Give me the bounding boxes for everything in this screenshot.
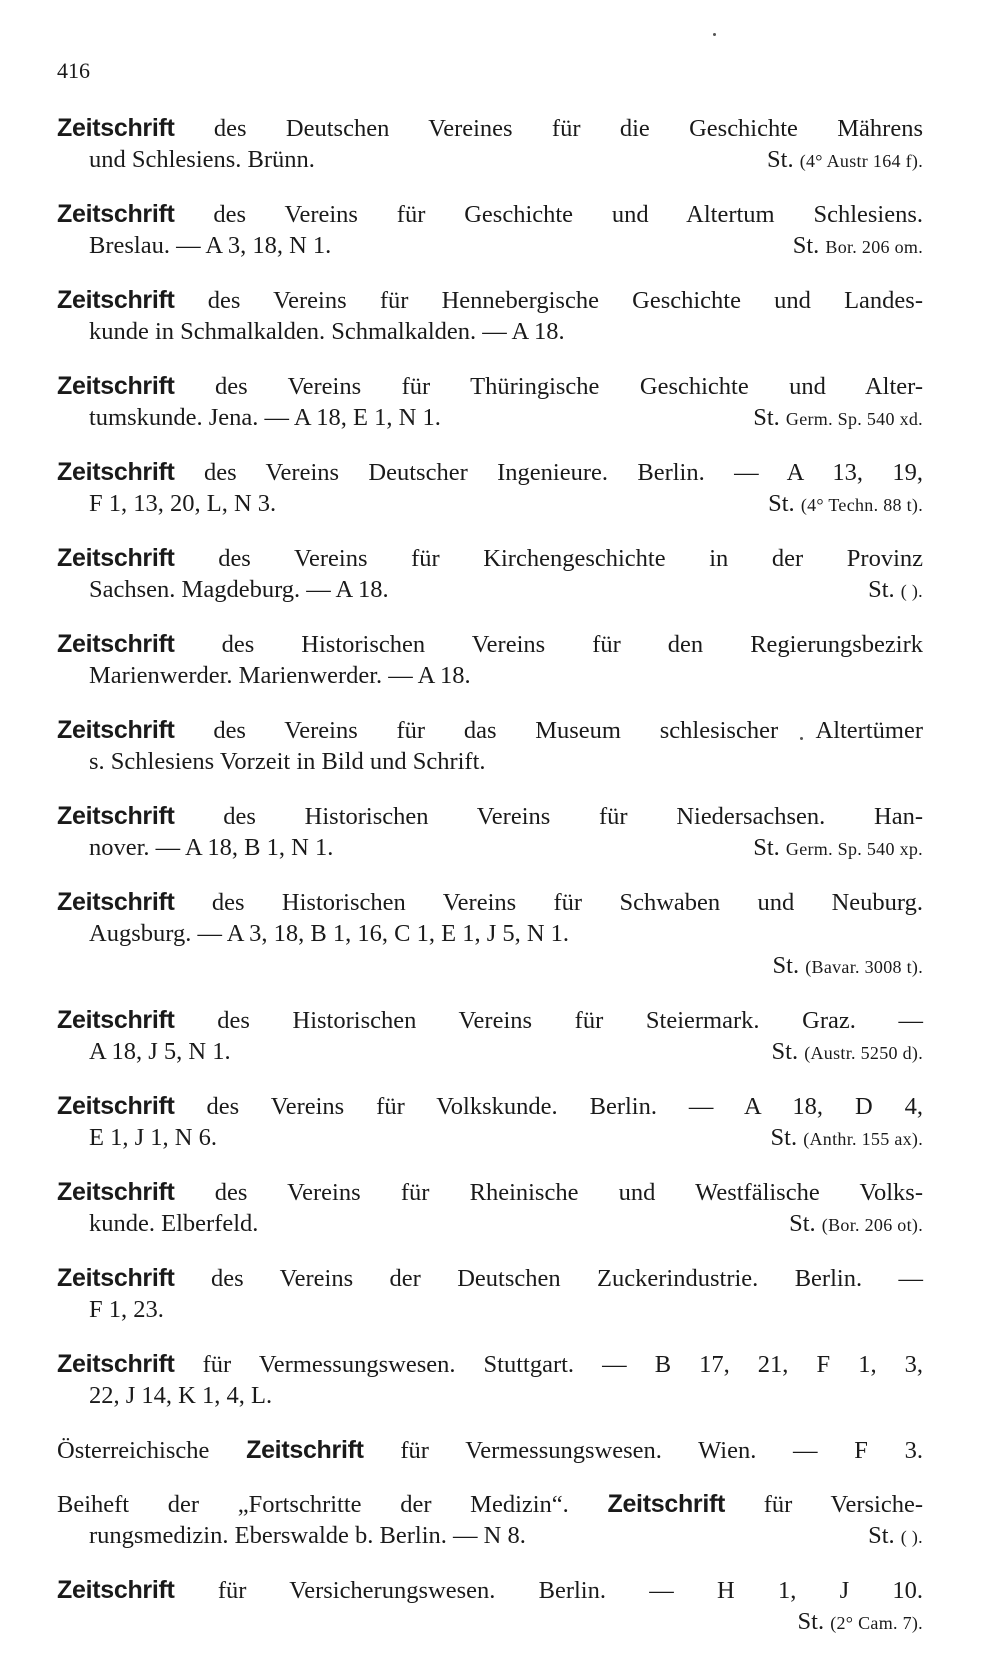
entry-imprint: Marienwerder. Marienwerder. — A 18. xyxy=(89,662,471,689)
entry-imprint: kunde. Elberfeld. xyxy=(89,1210,259,1237)
entry-detail-line xyxy=(57,1380,923,1412)
bibliography-entry xyxy=(57,198,923,262)
entry-title-line xyxy=(57,1090,923,1122)
entry-keyword: Zeitschrift xyxy=(57,200,175,228)
shelfmark-prefix: St. xyxy=(772,952,800,979)
shelfmark-code: Germ. Sp. 540 xd. xyxy=(785,409,923,429)
bibliography-entry xyxy=(57,112,923,176)
entry-detail-line xyxy=(57,832,923,864)
shelfmark-prefix: St. xyxy=(753,834,780,861)
entry-imprint: Augsburg. — A 3, 18, B 1, 16, C 1, E 1, J 5, N 1. xyxy=(89,920,570,947)
entry-title-line xyxy=(57,886,923,918)
bibliography-entry xyxy=(57,370,923,434)
entry-keyword: Zeitschrift xyxy=(57,1576,175,1604)
entry-title-line xyxy=(57,1488,923,1520)
shelfmark-code: (Austr. 5250 d). xyxy=(804,1043,923,1063)
shelfmark-prefix: St. xyxy=(789,1210,816,1237)
entry-detail-line xyxy=(57,1036,923,1068)
bibliography-entry xyxy=(57,1176,923,1240)
bibliography-entry xyxy=(57,1434,923,1466)
entry-shelfmark-line xyxy=(57,950,923,982)
bibliography-entry xyxy=(57,1262,923,1326)
entry-title-rest: für Versicherungswesen. Berlin. — H 1, J 10. xyxy=(217,1577,923,1604)
entry-detail-line xyxy=(57,230,923,262)
entry-keyword: Zeitschrift xyxy=(57,630,175,658)
entry-imprint: F 1, 13, 20, L, N 3. xyxy=(89,490,277,517)
shelfmark xyxy=(753,832,923,865)
entry-keyword: Zeitschrift xyxy=(57,802,175,830)
entry-detail-line xyxy=(57,746,923,778)
entry-detail-line xyxy=(57,1122,923,1154)
entry-title-rest: des Vereins für Volkskunde. Berlin. — A 18, D 4, xyxy=(206,1093,923,1120)
entry-title-rest: für Vermessungswesen. Stuttgart. — B 17, 21, F 1, 3, xyxy=(202,1351,924,1378)
entry-keyword: Zeitschrift xyxy=(57,1092,175,1120)
entry-title-line xyxy=(57,542,923,574)
shelfmark-prefix: St. xyxy=(792,232,820,259)
entry-imprint: Breslau. — A 3, 18, N 1. xyxy=(89,232,332,259)
entry-title-line xyxy=(57,800,923,832)
entry-imprint: F 1, 23. xyxy=(89,1296,164,1323)
entry-keyword: Zeitschrift xyxy=(57,1178,175,1206)
shelfmark xyxy=(868,574,923,607)
bibliography-entry xyxy=(57,714,923,778)
bibliography-entry xyxy=(57,284,923,348)
entry-title-rest: des Vereins der Deutschen Zuckerindustrie. Berlin. — xyxy=(210,1265,923,1292)
entry-keyword: Zeitschrift xyxy=(57,114,175,142)
entry-keyword: Zeitschrift xyxy=(57,458,175,486)
entry-detail-line xyxy=(57,1606,923,1638)
entry-title-line xyxy=(57,628,923,660)
entry-title-rest: des Historischen Vereins für Steiermark. Graz. — xyxy=(217,1007,924,1034)
bibliography-entry xyxy=(57,1488,923,1552)
page-number: 416 xyxy=(57,58,90,83)
entry-imprint: kunde in Schmalkalden. Schmalkalden. — A 18. xyxy=(89,318,565,345)
entry-title-rest: des Vereins für Rheinische und Westfälische Volks- xyxy=(214,1179,923,1206)
entry-keyword: Zeitschrift xyxy=(57,1264,175,1292)
entry-detail-line xyxy=(57,1208,923,1240)
entry-imprint: 22, J 14, K 1, 4, L. xyxy=(89,1382,273,1409)
shelfmark xyxy=(793,230,923,263)
entry-title-line xyxy=(57,370,923,402)
entry-keyword: Zeitschrift xyxy=(246,1436,364,1464)
entry-keyword: Zeitschrift xyxy=(57,286,175,314)
shelfmark-prefix: St. xyxy=(868,1522,895,1549)
entry-title-rest: des Vereins Deutscher Ingenieure. Berlin. — A 13, 19, xyxy=(203,459,924,486)
entry-title-rest: des Historischen Vereins für Schwaben und Neuburg. xyxy=(211,889,924,916)
shelfmark xyxy=(771,1122,923,1155)
shelfmark-prefix: St. xyxy=(768,490,795,517)
shelfmark-code: (Bavar. 3008 t). xyxy=(805,957,923,977)
entry-keyword: Zeitschrift xyxy=(57,888,175,916)
shelfmark xyxy=(768,488,923,521)
entry-title-rest: des Vereins für Kirchengeschichte in der Provinz xyxy=(218,545,924,572)
entry-imprint: Sachsen. Magdeburg. — A 18. xyxy=(89,576,389,603)
shelfmark-prefix: St. xyxy=(771,1038,799,1065)
shelfmark xyxy=(789,1208,923,1241)
entry-detail-line xyxy=(57,488,923,520)
shelfmark xyxy=(773,950,923,983)
bibliography-entry xyxy=(57,1090,923,1154)
shelfmark-code: (Bor. 206 ot). xyxy=(821,1215,923,1235)
entry-title-line xyxy=(57,284,923,316)
entry-title-rest: des Vereins für Thüringische Geschichte und Alter- xyxy=(215,373,923,400)
entry-title-rest: für Vermessungswesen. Wien. — F 3. xyxy=(400,1437,923,1464)
entry-keyword: Zeitschrift xyxy=(57,716,175,744)
entry-title-line xyxy=(57,1574,923,1606)
shelfmark xyxy=(753,402,923,435)
entry-title-line xyxy=(57,1348,923,1380)
shelfmark-prefix: St. xyxy=(797,1608,825,1635)
entry-detail-line xyxy=(57,918,923,950)
entry-title-rest: des Vereins für Geschichte und Altertum Schlesiens. xyxy=(213,201,924,228)
bibliography-entry xyxy=(57,628,923,692)
entry-title-rest: des Historischen Vereins für Niedersachsen. Han- xyxy=(223,803,923,830)
entry-title-rest: des Historischen Vereins für den Regierungsbezirk xyxy=(221,631,924,658)
entry-detail-line xyxy=(57,316,923,348)
entry-keyword: Zeitschrift xyxy=(57,1006,175,1034)
entry-detail-line xyxy=(57,144,923,176)
entry-title-line xyxy=(57,1176,923,1208)
entry-keyword: Zeitschrift xyxy=(607,1490,726,1518)
shelfmark-code: Bor. 206 om. xyxy=(825,237,923,257)
bibliography-entry xyxy=(57,1004,923,1068)
bibliography-entry xyxy=(57,1348,923,1412)
entry-imprint: A 18, J 5, N 1. xyxy=(89,1038,231,1065)
entry-title-rest: für Versiche- xyxy=(763,1491,924,1518)
entry-keyword: Zeitschrift xyxy=(57,544,175,572)
entry-prefix: Beiheft der „Fortschritte der Medizin“. xyxy=(57,1491,569,1518)
entry-title-line xyxy=(57,1262,923,1294)
entry-title-line xyxy=(57,198,923,230)
shelfmark-prefix: St. xyxy=(770,1124,798,1151)
shelfmark-prefix: St. xyxy=(753,404,780,431)
bibliography-entry xyxy=(57,800,923,864)
entry-imprint: tumskunde. Jena. — A 18, E 1, N 1. xyxy=(89,404,441,431)
entry-title-rest: des Vereins für Hennebergische Geschichte und Landes- xyxy=(207,287,923,314)
entry-keyword: Zeitschrift xyxy=(57,372,175,400)
entry-title-line xyxy=(57,112,923,144)
bibliography-entry xyxy=(57,886,923,982)
entry-detail-line xyxy=(57,660,923,692)
bibliography-entry xyxy=(57,542,923,606)
shelfmark xyxy=(868,1520,923,1553)
entry-imprint: nover. — A 18, B 1, N 1. xyxy=(89,834,334,861)
bibliography-entry xyxy=(57,456,923,520)
shelfmark-code: (4° Techn. 88 t). xyxy=(800,495,923,515)
shelfmark-code: (4° Austr 164 f). xyxy=(799,151,923,171)
entry-imprint: und Schlesiens. Brünn. xyxy=(89,146,315,173)
entry-title-line xyxy=(57,456,923,488)
entry-detail-line xyxy=(57,1520,923,1552)
entry-imprint: E 1, J 1, N 6. xyxy=(89,1124,217,1151)
entry-prefix: Österreichische xyxy=(57,1437,210,1464)
shelfmark-code: (2° Cam. 7). xyxy=(830,1613,923,1633)
print-speck xyxy=(713,33,716,36)
entry-keyword: Zeitschrift xyxy=(57,1350,175,1378)
shelfmark xyxy=(798,1606,923,1639)
shelfmark-code: ( ). xyxy=(900,581,923,601)
shelfmark xyxy=(767,144,923,177)
entry-title-line xyxy=(57,1004,923,1036)
entry-title-line xyxy=(57,1434,923,1466)
entry-title-rest: des Deutschen Vereines für die Geschichte Mährens xyxy=(213,115,923,142)
entry-title-rest: des Vereins für das Museum schlesischer Altertümer xyxy=(213,717,923,744)
shelfmark-code: (Anthr. 155 ax). xyxy=(803,1129,923,1149)
entry-detail-line xyxy=(57,574,923,606)
entry-imprint: s. Schlesiens Vorzeit in Bild und Schrift. xyxy=(89,748,486,775)
shelfmark-prefix: St. xyxy=(767,146,794,173)
entry-detail-line xyxy=(57,402,923,434)
entry-imprint: rungsmedizin. Eberswalde b. Berlin. — N 8. xyxy=(89,1522,526,1549)
bibliography-entry xyxy=(57,1574,923,1638)
bibliography-list xyxy=(57,112,923,1660)
shelfmark xyxy=(772,1036,923,1069)
shelfmark-code: ( ). xyxy=(900,1527,923,1547)
shelfmark-prefix: St. xyxy=(868,576,895,603)
entry-detail-line xyxy=(57,1294,923,1326)
shelfmark-code: Germ. Sp. 540 xp. xyxy=(785,839,923,859)
entry-title-line xyxy=(57,714,923,746)
